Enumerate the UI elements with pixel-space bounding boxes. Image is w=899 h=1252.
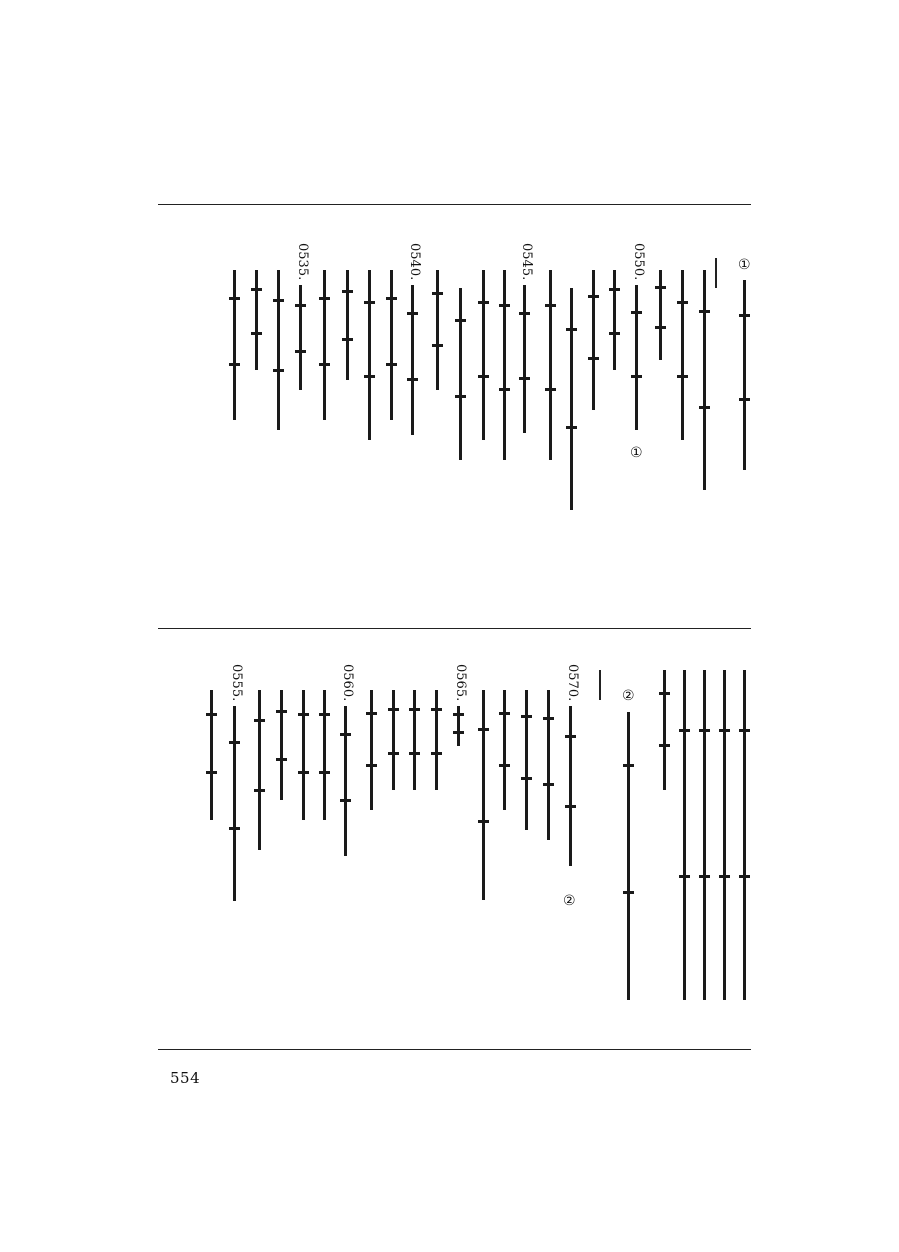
footnote-column <box>740 670 754 1000</box>
text-column <box>433 270 447 390</box>
line-number-column <box>296 243 310 443</box>
footnote-separator <box>715 258 717 288</box>
text-column <box>343 270 357 380</box>
text-column <box>365 270 379 440</box>
text-column <box>456 270 470 460</box>
text-column <box>589 270 603 410</box>
footnote-column <box>720 670 734 1000</box>
text-column <box>500 690 514 810</box>
text-column <box>479 270 493 440</box>
text-column <box>252 270 266 370</box>
footnote-column <box>700 670 714 1000</box>
middle-rule <box>158 628 751 629</box>
line-number: 0570. <box>565 664 580 702</box>
text-column <box>610 270 624 370</box>
text-column <box>277 690 291 800</box>
text-column <box>299 690 313 820</box>
text-column <box>546 270 560 460</box>
line-number: 0545. <box>519 243 534 281</box>
footnote-marker-1: ① <box>738 257 751 273</box>
footnote-column <box>740 280 754 470</box>
text-column <box>387 270 401 420</box>
inline-marker-2: ② <box>563 893 576 909</box>
text-column <box>320 690 334 820</box>
text-column <box>567 270 581 510</box>
footnote-column <box>624 712 638 1000</box>
inline-marker-1: ① <box>630 445 643 461</box>
footnote-column <box>660 670 674 790</box>
text-column <box>678 270 692 440</box>
text-column <box>207 690 221 820</box>
text-column <box>656 270 670 360</box>
line-number-column <box>566 664 580 904</box>
footnote-marker-2: ② <box>622 688 635 704</box>
text-column <box>544 690 558 840</box>
line-number-column <box>454 664 468 864</box>
text-column <box>432 690 446 790</box>
line-number-column <box>341 664 355 884</box>
line-number: 0550. <box>631 243 646 281</box>
text-column <box>230 270 244 420</box>
text-column <box>522 690 536 830</box>
text-column <box>274 270 288 430</box>
line-number-column <box>230 664 244 904</box>
page-number: 554 <box>170 1069 201 1087</box>
text-column <box>479 690 493 900</box>
line-number: 0555. <box>229 664 244 702</box>
footnote-separator <box>599 670 601 700</box>
text-column <box>389 690 403 790</box>
line-number-column <box>632 243 646 443</box>
footnote-column <box>680 670 694 1000</box>
text-column <box>410 690 424 790</box>
bottom-rule <box>158 1049 751 1050</box>
top-rule <box>158 204 751 205</box>
line-number: 0535. <box>295 243 310 281</box>
text-column <box>500 270 514 460</box>
text-column <box>700 270 714 490</box>
text-column <box>255 690 269 850</box>
line-number-column <box>520 243 534 443</box>
line-number: 0560. <box>340 664 355 702</box>
text-column <box>320 270 334 420</box>
line-number: 0565. <box>453 664 468 702</box>
line-number-column <box>408 243 422 443</box>
line-number: 0540. <box>407 243 422 281</box>
text-column <box>367 690 381 810</box>
